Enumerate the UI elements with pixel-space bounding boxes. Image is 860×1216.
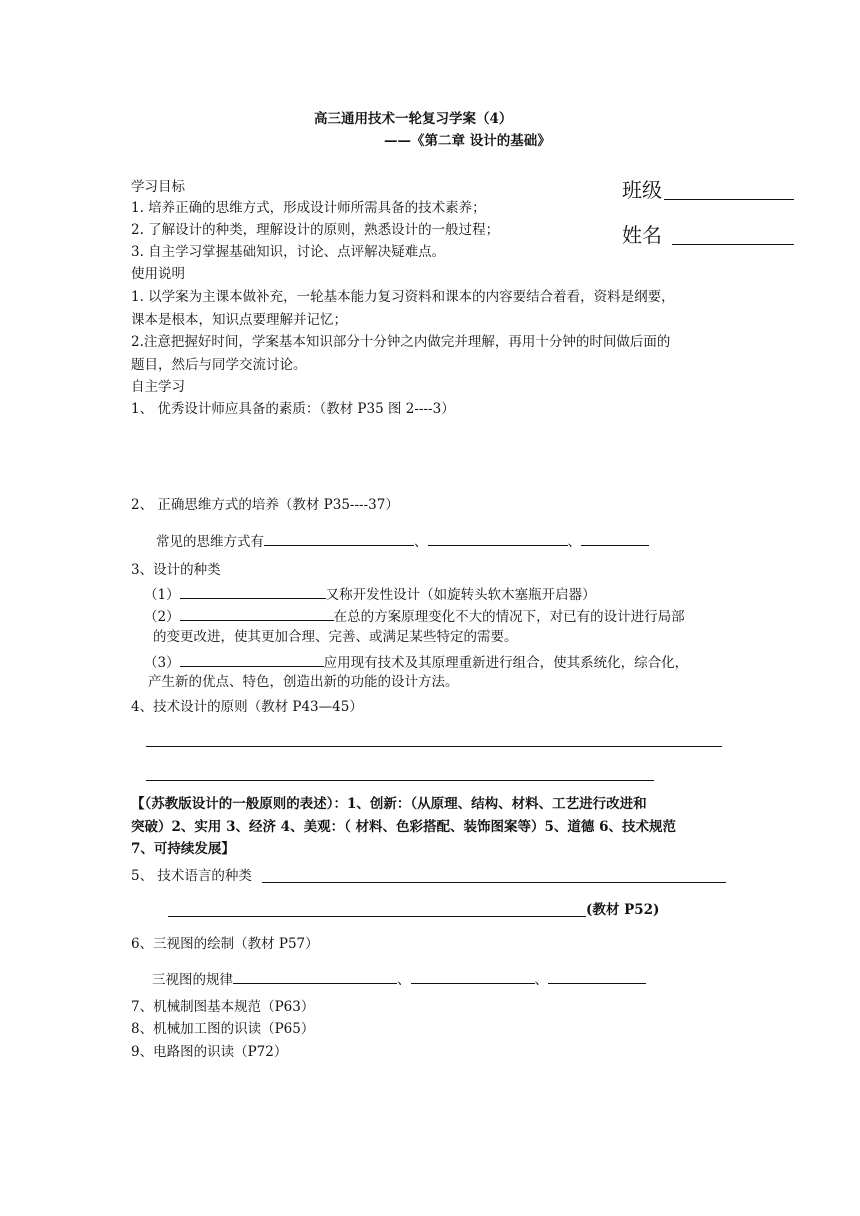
class-blank[interactable] [664, 199, 794, 200]
class-label: 班级 [622, 178, 662, 202]
item-number: （2） [144, 609, 180, 625]
answer-blank[interactable] [233, 968, 397, 984]
self-study-heading: 自主学习 [131, 379, 185, 395]
question-7: 7、机械制图基本规范（P63） [131, 999, 315, 1015]
answer-blank[interactable] [264, 530, 414, 546]
item-number: （1） [144, 587, 180, 603]
design-type-1 [144, 583, 596, 604]
answer-line[interactable] [262, 882, 726, 883]
textbook-reference: (教材 P52) [586, 902, 660, 918]
answer-line[interactable] [168, 916, 586, 917]
separator: 、 [397, 972, 411, 988]
question-4: 4、技术设计的原则（教材 P43—45） [131, 699, 363, 715]
principles-note-line: 【（苏教版设计的一般原则的表述）：1、创新：（从原理、结构、材料、工艺进行改进和 [131, 796, 647, 812]
design-type-3 [144, 651, 688, 672]
separator: 、 [567, 534, 581, 550]
item-number: （3） [144, 655, 180, 671]
question-1: 1、 优秀设计师应具备的素质：（教材 P35 图 2----3） [131, 401, 455, 417]
usage-item-1: 1. 以学案为主课本做补充，一轮基本能力复习资料和课本的内容要结合着看，资料是纲要， [131, 289, 675, 305]
question-8: 8、机械加工图的识读（P65） [131, 1021, 315, 1037]
thinking-modes-label: 常见的思维方式有 [156, 534, 264, 550]
item-text: 在总的方案原理变化不大的情况下，对已有的设计进行局部 [333, 609, 685, 625]
principles-note-line: 突破）2、实用 3、经济 4、美观：（ 材料、色彩搭配、装饰图案等）5、道德 6、技术规范 [131, 819, 677, 835]
name-label: 姓名 [622, 223, 662, 247]
usage-item-2: 2.注意把握好时间，学案基本知识部分十分钟之内做完并理解，再用十分钟的时间做后面的 [131, 334, 671, 350]
answer-blank[interactable] [581, 530, 649, 546]
answer-blank[interactable] [180, 583, 326, 599]
item-text: 又称开发性设计（如旋转头软木塞瓶开启器） [325, 587, 596, 603]
thinking-modes-line [156, 530, 649, 551]
design-type-3-cont: 产生新的优点、特色，创造出新的功能的设计方法。 [148, 674, 459, 690]
answer-line[interactable] [146, 780, 654, 781]
page-title: 高三通用技术一轮复习学案（4） [314, 111, 513, 127]
answer-blank[interactable] [411, 968, 535, 984]
usage-heading: 使用说明 [131, 266, 185, 282]
question-9: 9、电路图的识读（P72） [131, 1044, 288, 1060]
question-5: 5、 技术语言的种类 [131, 868, 252, 884]
goal-item: 3. 自主学习掌握基础知识，讨论、点评解决疑难点。 [131, 244, 446, 260]
page-subtitle: ——《第二章 设计的基础》 [384, 133, 551, 149]
separator: 、 [534, 972, 548, 988]
answer-blank[interactable] [180, 605, 334, 621]
answer-blank[interactable] [428, 530, 568, 546]
principles-note-line: 7、可持续发展】 [131, 841, 235, 857]
answer-blank[interactable] [180, 651, 324, 667]
question-6: 6、三视图的绘制（教材 P57） [131, 936, 319, 952]
goal-item: 2. 了解设计的种类，理解设计的原则，熟悉设计的一般过程； [131, 222, 500, 238]
three-view-rules-label: 三视图的规律 [152, 972, 233, 988]
goal-item: 1. 培养正确的思维方式，形成设计师所需具备的技术素养； [131, 200, 486, 216]
goals-heading: 学习目标 [131, 179, 185, 195]
question-3: 3、设计的种类 [131, 562, 221, 578]
design-type-2-cont: 的变更改进，使其更加合理、完善、或满足某些特定的需要。 [153, 629, 518, 645]
usage-item-1-cont: 课本是根本，知识点要理解并记忆； [131, 312, 347, 328]
answer-line[interactable] [146, 746, 722, 747]
design-type-2 [144, 605, 685, 626]
usage-item-2-cont: 题目，然后与同学交流讨论。 [131, 357, 307, 373]
separator: 、 [414, 534, 428, 550]
name-blank[interactable] [672, 244, 794, 245]
answer-blank[interactable] [548, 968, 646, 984]
three-view-rules-line [152, 968, 646, 989]
question-2: 2、 正确思维方式的培养（教材 P35----37） [131, 497, 399, 513]
item-text: 应用现有技术及其原理重新进行组合，使其系统化，综合化， [323, 655, 689, 671]
